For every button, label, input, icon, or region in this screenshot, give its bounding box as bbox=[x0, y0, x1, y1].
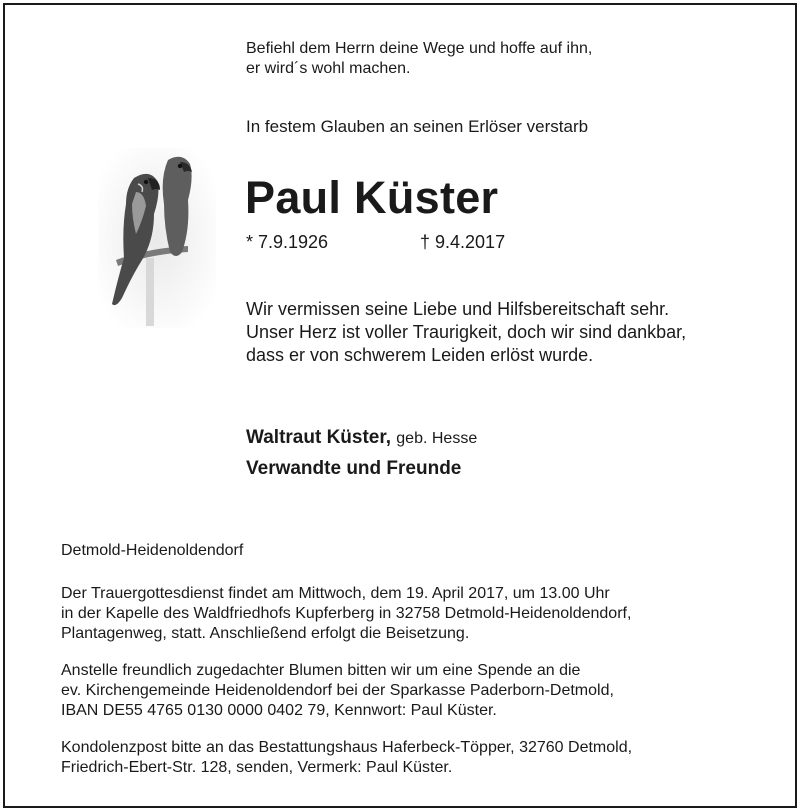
donation-line: IBAN DE55 4765 0130 0000 0402 79, Kennwort: Paul Küster. bbox=[61, 702, 497, 719]
mourner-others: Verwandte und Freunde bbox=[246, 458, 462, 479]
service-info bbox=[61, 584, 631, 644]
bible-quote bbox=[246, 39, 592, 79]
birth-date: * 7.9.1926 bbox=[246, 232, 329, 252]
donation-line: ev. Kirchengemeinde Heidenoldendorf bei der Sparkasse Paderborn-Detmold, bbox=[61, 682, 614, 699]
tribute-line: Wir vermissen seine Liebe und Hilfsbereitschaft sehr. bbox=[246, 299, 670, 319]
service-line: Plantagenweg, statt. Anschließend erfolgt die Beisetzung. bbox=[61, 625, 470, 642]
deceased-name: Paul Küster bbox=[245, 172, 499, 223]
tribute-line: dass er von schwerem Leiden erlöst wurde. bbox=[246, 345, 594, 365]
tribute-text bbox=[246, 298, 686, 367]
donation-info bbox=[61, 661, 614, 721]
donation-line: Anstelle freundlich zugedachter Blumen bitten wir um eine Spende an die bbox=[61, 662, 581, 679]
mourner-maiden-name: geb. Hesse bbox=[396, 430, 478, 447]
condolence-line: Kondolenzpost bitte an das Bestattungshaus Haferbeck-Töpper, 32760 Detmold, bbox=[61, 739, 633, 756]
mourner-name: Waltraut Küster, bbox=[246, 427, 391, 448]
death-date: † 9.4.2017 bbox=[420, 232, 506, 252]
mourner-primary bbox=[246, 427, 477, 449]
tribute-line: Unser Herz ist voller Traurigkeit, doch wir sind dankbar, bbox=[246, 322, 687, 342]
parrots-image bbox=[98, 148, 216, 328]
service-line: in der Kapelle des Waldfriedhofs Kupferberg in 32758 Detmold-Heidenoldendorf, bbox=[61, 605, 632, 622]
quote-line: Befiehl dem Herrn deine Wege und hoffe auf ihn, bbox=[246, 40, 593, 57]
quote-line: er wird´s wohl machen. bbox=[246, 60, 411, 77]
condolence-info bbox=[61, 738, 632, 778]
place-name: Detmold-Heidenoldendorf bbox=[61, 542, 244, 559]
service-line: Der Trauergottesdienst findet am Mittwoch, dem 19. April 2017, um 13.00 Uhr bbox=[61, 585, 610, 602]
intro-text: In festem Glauben an seinen Erlöser verstarb bbox=[246, 117, 589, 136]
condolence-line: Friedrich-Ebert-Str. 128, senden, Vermerk: Paul Küster. bbox=[61, 759, 453, 776]
